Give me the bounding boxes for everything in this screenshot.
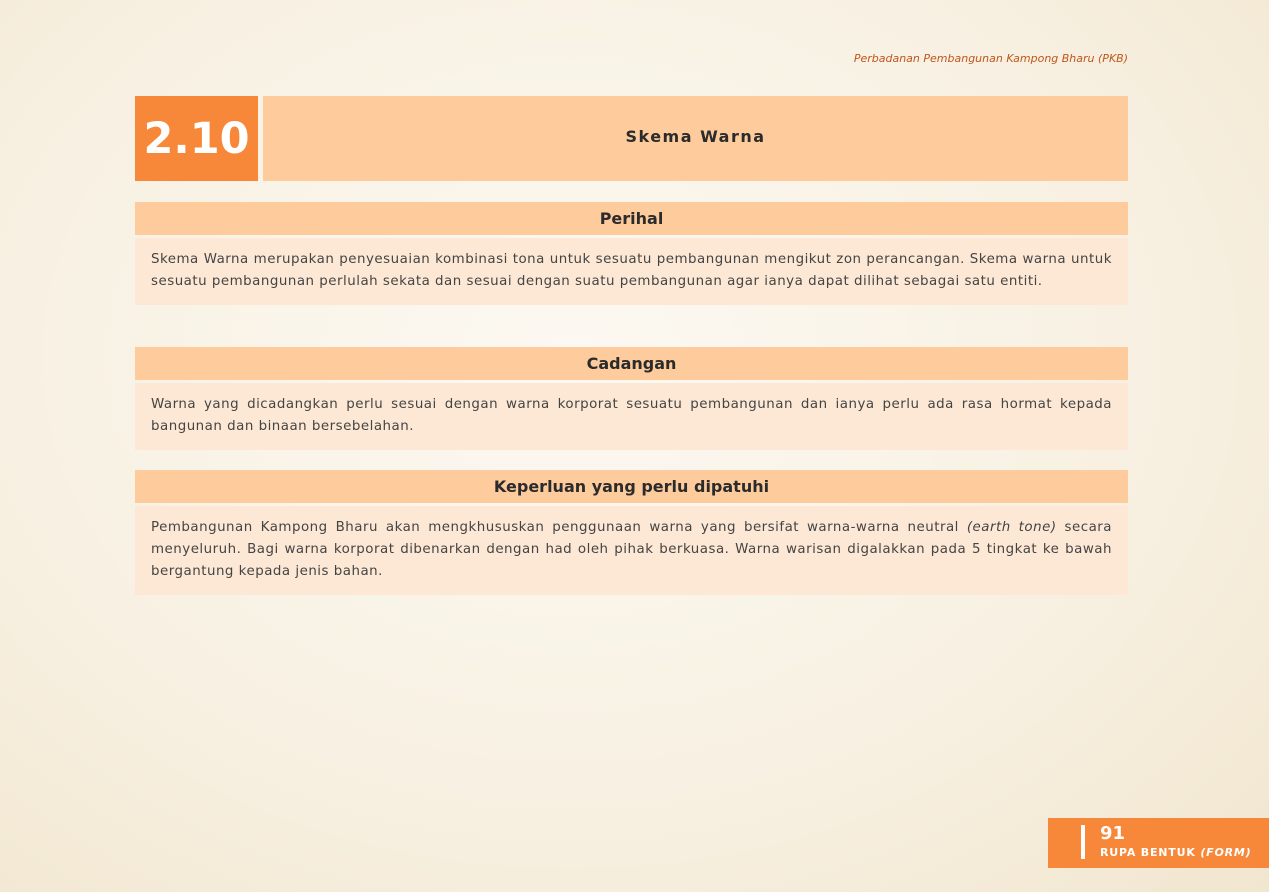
block-body-text: Warna yang dicadangkan perlu sesuai dengan warna korporat sesuatu pembangunan dan ianya perlu ada rasa hormat kepada bangunan dan binaan bersebelahan. bbox=[135, 383, 1128, 450]
footer-section-label bbox=[1100, 846, 1251, 859]
keperluan-block bbox=[135, 470, 1128, 595]
perihal-block bbox=[135, 202, 1128, 305]
section-number: 2.10 bbox=[135, 96, 258, 181]
block-heading: Perihal bbox=[135, 202, 1128, 235]
body-text-start: Pembangunan Kampong Bharu akan mengkhususkan penggunaan warna yang bersifat warna-warna neutral bbox=[151, 520, 967, 535]
section-title-box bbox=[263, 96, 1128, 181]
footer-label-text: RUPA BENTUK bbox=[1100, 846, 1196, 859]
block-body-text: Skema Warna merupakan penyesuaian kombinasi tona untuk sesuatu pembangunan mengikut zon perancangan. Skema warna untuk sesuatu pembangunan perlulah sekata dan sesuai dengan suatu pembangunan agar ianya dapat dilihat sebagai satu entiti. bbox=[135, 238, 1128, 305]
section-header bbox=[135, 96, 1128, 181]
block-heading: Cadangan bbox=[135, 347, 1128, 380]
section-title: Skema Warna bbox=[625, 127, 766, 146]
body-text-end: secara menyeluruh. Bagi warna korporat dibenarkan dengan had oleh pihak berkuasa. Warna warisan digalakkan pada 5 tingkat ke bawah bergantung kepada jenis bahan. bbox=[151, 520, 1112, 579]
footer-divider bbox=[1081, 825, 1085, 859]
block-heading: Keperluan yang perlu dipatuhi bbox=[135, 470, 1128, 503]
page-footer bbox=[1048, 818, 1269, 868]
body-text-italic: (earth tone) bbox=[966, 520, 1057, 535]
block-body-text bbox=[135, 506, 1128, 595]
publisher-name: Perbadanan Pembangunan Kampong Bharu (PKB) bbox=[853, 52, 1128, 65]
footer-label-italic: (FORM) bbox=[1200, 846, 1252, 859]
page-number: 91 bbox=[1100, 823, 1126, 844]
cadangan-block bbox=[135, 347, 1128, 450]
